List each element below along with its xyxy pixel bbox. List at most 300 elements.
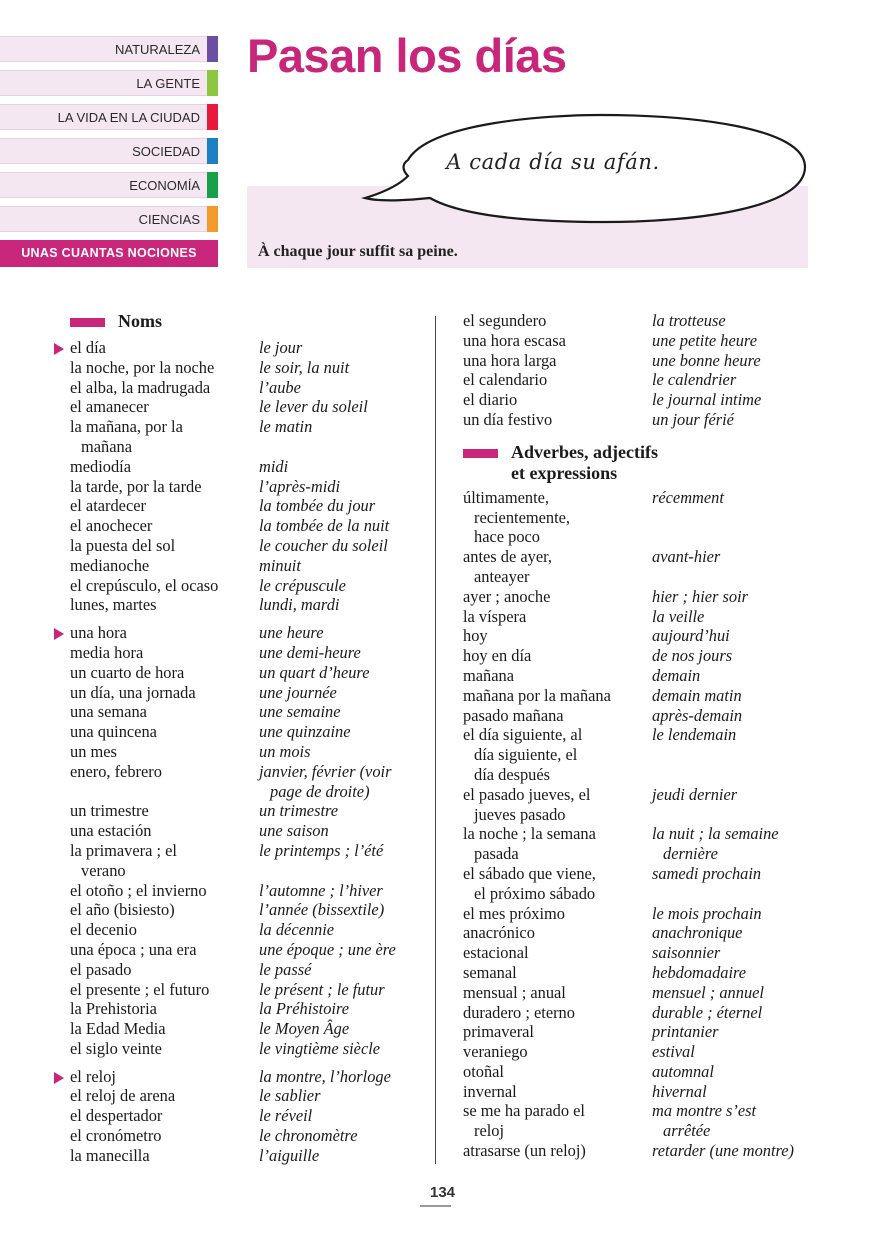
vocab-row: [52, 900, 427, 920]
french-term: [259, 663, 427, 683]
spanish-term-line: el reloj: [70, 1066, 116, 1086]
french-term-line: saisonnier: [652, 943, 721, 963]
french-term-line: le lendemain: [652, 725, 737, 745]
spanish-term-line: antes de ayer,: [463, 547, 552, 567]
noms-list-continued: [463, 311, 873, 430]
french-term: [259, 1106, 427, 1126]
french-term: [652, 963, 873, 983]
spanish-term-line: reloj: [474, 1121, 505, 1141]
spanish-term: [52, 1146, 259, 1166]
spanish-term: [52, 643, 259, 663]
spanish-term-line: el crepúsculo, el ocaso: [70, 575, 219, 595]
spanish-term: [52, 556, 259, 576]
page-title: Pasan los días: [247, 29, 567, 82]
vocab-row: [463, 311, 873, 331]
spanish-term-line: el siglo veinte: [70, 1038, 162, 1058]
spanish-term-line: recientemente,: [474, 507, 571, 527]
french-term: [652, 983, 873, 1003]
spanish-term-line: primaveral: [463, 1022, 534, 1042]
vocab-row: [463, 370, 873, 390]
french-term: [652, 331, 873, 351]
spanish-term-line: hace poco: [474, 527, 540, 547]
tab-sociedad[interactable]: [0, 138, 218, 164]
page-number: 134: [429, 1184, 456, 1201]
french-term-line: une demi-heure: [259, 642, 361, 662]
french-term: [259, 999, 427, 1019]
vocab-row: [463, 587, 873, 607]
spanish-term-line: una estación: [70, 821, 152, 841]
spanish-term: [463, 686, 652, 706]
tab-label: LA GENTE: [136, 76, 200, 91]
french-term-line: la veille: [652, 606, 705, 626]
vocab-row: [52, 623, 427, 643]
right-column: [463, 311, 873, 1161]
spanish-term: [52, 702, 259, 722]
spanish-term: [52, 516, 259, 536]
french-term: [259, 900, 427, 920]
spanish-term: [52, 960, 259, 980]
french-term-line: hebdomadaire: [652, 962, 747, 982]
spanish-term-line: el año (bisiesto): [70, 900, 175, 920]
vocab-row: [463, 785, 873, 825]
vocab-row: [52, 742, 427, 762]
french-term: [652, 864, 873, 904]
spanish-term: [463, 1082, 652, 1102]
spanish-term-line: estacional: [463, 943, 529, 963]
french-term-line: demain matin: [652, 685, 742, 705]
vocab-row: [463, 686, 873, 706]
french-term: [259, 358, 427, 378]
vocab-row: [52, 1086, 427, 1106]
spanish-term-line: atrasarse (un reloj): [463, 1141, 586, 1161]
proverb-french: À chaque jour suffit sa peine.: [258, 243, 458, 260]
vocab-row: [52, 940, 427, 960]
vocab-row: [463, 983, 873, 1003]
french-term-line: une heure: [259, 623, 324, 643]
french-term-line: l’après-midi: [259, 476, 341, 496]
spanish-term-line: lunes, martes: [70, 595, 157, 615]
vocab-row: [463, 547, 873, 587]
spanish-term: [52, 576, 259, 596]
spanish-term-line: anacrónico: [463, 923, 535, 943]
spanish-term: [463, 1141, 652, 1161]
vocab-row: [52, 595, 427, 615]
triangle-marker-icon: [54, 1072, 64, 1084]
spanish-term: [52, 881, 259, 901]
spanish-term-line: un mes: [70, 741, 117, 761]
vocab-row: [463, 1101, 873, 1141]
vocab-row: [52, 1019, 427, 1039]
french-term: [652, 626, 873, 646]
section-heading-adverbs: [463, 442, 873, 484]
spanish-term-line: un trimestre: [70, 801, 149, 821]
left-column: [52, 311, 427, 1166]
spanish-term: [52, 595, 259, 615]
vocab-row: [463, 488, 873, 547]
spanish-term-line: la Edad Media: [70, 1019, 166, 1039]
french-term-line: durable ; éternel: [652, 1002, 763, 1022]
tab-color-bar: [207, 206, 218, 232]
spanish-term-line: mensual ; anual: [463, 982, 566, 1002]
spanish-term-line: la noche, por la noche: [70, 357, 215, 377]
french-term: [259, 821, 427, 841]
tab-color-bar: [207, 104, 218, 130]
spanish-term: [52, 841, 259, 881]
spanish-term-line: una hora: [70, 623, 127, 643]
spanish-term-line: un cuarto de hora: [70, 662, 185, 682]
french-term: [652, 607, 873, 627]
spanish-term: [463, 410, 652, 430]
french-term-line: samedi prochain: [652, 863, 762, 883]
french-term-line: l’aube: [259, 377, 301, 397]
french-term-line: le présent ; le futur: [259, 979, 385, 999]
spanish-term: [52, 1039, 259, 1059]
french-term-line: la nuit ; la semaine: [652, 824, 779, 844]
french-term-line: le journal intime: [652, 390, 762, 410]
french-term: [652, 824, 873, 864]
french-term-line: le réveil: [259, 1106, 313, 1126]
vocab-row: [52, 722, 427, 742]
vocab-row: [463, 390, 873, 410]
spanish-term: [463, 1062, 652, 1082]
spanish-term-line: enero, febrero: [70, 761, 162, 781]
french-term-line: de nos jours: [652, 646, 733, 666]
spanish-term-line: el atardecer: [70, 496, 146, 516]
french-term-line: un mois: [259, 741, 311, 761]
french-term-line: janvier, février (voir: [259, 761, 392, 781]
french-term: [259, 496, 427, 516]
french-term: [259, 477, 427, 497]
spanish-term-line: la víspera: [463, 606, 527, 626]
spanish-term-line: una época ; una era: [70, 939, 197, 959]
french-term: [259, 1126, 427, 1146]
french-term: [259, 1086, 427, 1106]
spanish-term: [52, 742, 259, 762]
tab-ciencias[interactable]: [0, 206, 218, 232]
french-term: [259, 940, 427, 960]
vocab-row: [52, 536, 427, 556]
french-term-line: le crépuscule: [259, 575, 346, 595]
vocab-row: [52, 841, 427, 881]
spanish-term-line: el día: [70, 338, 106, 357]
french-term-line: hivernal: [652, 1081, 707, 1101]
spanish-term-line: mañana: [463, 665, 514, 685]
french-term-line: hier ; hier soir: [652, 586, 749, 606]
french-term-line: minuit: [259, 555, 301, 575]
spanish-term: [463, 963, 652, 983]
french-term: [259, 457, 427, 477]
tab-la-gente[interactable]: [0, 70, 218, 96]
spanish-term: [52, 900, 259, 920]
spanish-term-line: el presente ; el futuro: [70, 979, 210, 999]
french-term: [259, 980, 427, 1000]
spanish-term: [463, 785, 652, 825]
section-tabs: [0, 36, 218, 275]
vocab-row: [463, 1003, 873, 1023]
french-term: [652, 1141, 873, 1161]
french-term-line: récemment: [652, 487, 724, 507]
french-term-line: une saison: [259, 821, 329, 841]
spanish-term-line: un día, una jornada: [70, 682, 196, 702]
french-term: [259, 960, 427, 980]
spanish-term: [463, 706, 652, 726]
spanish-term-line: una hora larga: [463, 350, 557, 370]
french-term-line: page de droite): [270, 781, 370, 801]
spanish-term: [463, 983, 652, 1003]
tab-color-bar: [207, 138, 218, 164]
vocab-row: [463, 706, 873, 726]
spanish-term-line: semanal: [463, 962, 517, 982]
spanish-term: [463, 923, 652, 943]
vocab-row: [52, 702, 427, 722]
spanish-term: [52, 999, 259, 1019]
spanish-term-line: el reloj de arena: [70, 1086, 176, 1106]
french-term-line: l’année (bissextile): [259, 900, 385, 920]
french-term: [259, 722, 427, 742]
tab-label: ECONOMÍA: [129, 178, 200, 193]
french-term: [652, 547, 873, 587]
spanish-term-line: el pasado: [70, 959, 132, 979]
french-term: [259, 742, 427, 762]
tab-label: UNAS CUANTAS NOCIONES: [21, 246, 197, 260]
spanish-term: [52, 1086, 259, 1106]
vocab-row: [463, 824, 873, 864]
french-term: [652, 666, 873, 686]
spanish-term: [52, 980, 259, 1000]
spanish-term: [463, 547, 652, 587]
french-term-line: l’aiguille: [259, 1145, 320, 1165]
vocab-row: [52, 881, 427, 901]
french-term-line: une époque ; une ère: [259, 939, 396, 959]
french-term: [259, 417, 427, 457]
french-term: [259, 1067, 427, 1087]
triangle-marker-icon: [54, 628, 64, 640]
vocab-row: [52, 920, 427, 940]
french-term-line: la montre, l’horloge: [259, 1066, 391, 1086]
french-term-line: après-demain: [652, 705, 743, 725]
vocab-row: [52, 1039, 427, 1059]
vocab-row: [463, 923, 873, 943]
spanish-term: [52, 663, 259, 683]
french-term-line: le lever du soleil: [259, 397, 368, 417]
spanish-term-line: mañana por la mañana: [463, 685, 611, 705]
vocab-row: [52, 1146, 427, 1166]
tab-naturaleza[interactable]: [0, 36, 218, 62]
french-term: [259, 881, 427, 901]
spanish-term-line: el diario: [463, 390, 518, 410]
spanish-term: [52, 378, 259, 398]
french-term-line: automnal: [652, 1061, 714, 1081]
spanish-term-line: jueves pasado: [474, 804, 566, 824]
vocab-row: [52, 1106, 427, 1126]
french-term-line: la décennie: [259, 920, 335, 940]
french-term: [652, 785, 873, 825]
vocab-row: [52, 960, 427, 980]
french-term-line: aujourd’hui: [652, 626, 730, 646]
spanish-term-line: la puesta del sol: [70, 535, 176, 555]
french-term: [259, 683, 427, 703]
spanish-term: [52, 821, 259, 841]
tab-unas-cuantas-nociones[interactable]: [0, 240, 218, 267]
vocab-row: [463, 943, 873, 963]
spanish-term: [52, 683, 259, 703]
french-term-line: le matin: [259, 417, 313, 437]
french-term-line: le passé: [259, 959, 312, 979]
vocab-row: [52, 556, 427, 576]
tab-color-bar: [207, 172, 218, 198]
spanish-term-line: la noche ; la semana: [463, 824, 596, 844]
french-term: [652, 370, 873, 390]
spanish-term-line: se me ha parado el: [463, 1101, 585, 1121]
section-heading-noms: [52, 311, 427, 332]
vocab-row: [52, 762, 427, 802]
french-term-line: printanier: [652, 1022, 719, 1042]
vocab-row: [52, 496, 427, 516]
tab-economía[interactable]: [0, 172, 218, 198]
spanish-term: [463, 725, 652, 784]
french-term: [259, 595, 427, 615]
spanish-term: [52, 536, 259, 556]
french-term: [259, 801, 427, 821]
french-term-line: le coucher du soleil: [259, 535, 388, 555]
tab-la-vida-en-la-ciudad[interactable]: [0, 104, 218, 130]
vocab-row: [463, 646, 873, 666]
french-term-line: lundi, mardi: [259, 595, 340, 615]
spanish-term-line: una quincena: [70, 722, 157, 742]
spanish-term-line: invernal: [463, 1081, 517, 1101]
spanish-term-line: el calendario: [463, 370, 548, 390]
french-term: [652, 587, 873, 607]
french-term: [259, 920, 427, 940]
french-term-line: un quart d’heure: [259, 662, 370, 682]
french-term: [652, 706, 873, 726]
vocab-row: [52, 643, 427, 663]
column-divider: [435, 316, 436, 1164]
french-term: [652, 390, 873, 410]
french-term: [652, 904, 873, 924]
noms-list: [52, 338, 427, 1166]
spanish-term-line: el alba, la madrugada: [70, 377, 211, 397]
french-term: [259, 702, 427, 722]
spanish-term: [463, 1101, 652, 1141]
vocab-row: [52, 378, 427, 398]
french-term-line: une journée: [259, 682, 337, 702]
page-number-underline: [420, 1205, 451, 1207]
spanish-term: [463, 666, 652, 686]
french-term-line: une bonne heure: [652, 350, 761, 370]
spanish-term-line: veraniego: [463, 1042, 528, 1062]
vocab-row: [52, 576, 427, 596]
spanish-term-line: duradero ; eterno: [463, 1002, 575, 1022]
french-term: [652, 1003, 873, 1023]
spanish-term: [52, 920, 259, 940]
vocab-row: [463, 864, 873, 904]
vocab-row: [52, 801, 427, 821]
french-term-line: ma montre s’est: [652, 1101, 757, 1121]
vocab-row: [463, 666, 873, 686]
spanish-term: [52, 477, 259, 497]
french-term-line: une petite heure: [652, 330, 757, 350]
spanish-term-line: el sábado que viene,: [463, 863, 596, 883]
spanish-term: [463, 311, 652, 331]
spanish-term-line: la primavera ; el: [70, 840, 177, 860]
vocab-row: [463, 1062, 873, 1082]
vocab-row: [52, 1067, 427, 1087]
spanish-term-line: la tarde, por la tarde: [70, 476, 202, 496]
french-term: [652, 943, 873, 963]
spanish-term-line: la mañana, por la: [70, 417, 183, 437]
heading-line-1: Adverbes, adjectifs: [511, 441, 658, 462]
vocab-row: [52, 821, 427, 841]
french-term: [652, 1082, 873, 1102]
vocab-row: [463, 1022, 873, 1042]
vocab-row: [52, 397, 427, 417]
spanish-term-line: el pasado jueves, el: [463, 784, 591, 804]
french-term-line: le soir, la nuit: [259, 357, 350, 377]
spanish-term: [52, 358, 259, 378]
french-term: [259, 516, 427, 536]
spanish-term: [52, 338, 259, 358]
spanish-term-line: el día siguiente, al: [463, 725, 583, 745]
french-term-line: un jour férié: [652, 409, 734, 429]
vocab-row: [463, 1042, 873, 1062]
spanish-term: [52, 1126, 259, 1146]
french-term: [652, 311, 873, 331]
french-term: [259, 338, 427, 358]
spanish-term-line: la manecilla: [70, 1145, 150, 1165]
triangle-marker-icon: [54, 343, 64, 355]
spanish-term: [52, 1106, 259, 1126]
french-term-line: le Moyen Âge: [259, 1019, 350, 1039]
spanish-term-line: verano: [81, 860, 126, 880]
spanish-term-line: día siguiente, el: [474, 745, 578, 765]
spanish-term-line: hoy en día: [463, 646, 532, 666]
spanish-term-line: una semana: [70, 702, 147, 722]
french-term: [259, 1146, 427, 1166]
french-term: [259, 378, 427, 398]
french-term: [652, 686, 873, 706]
spanish-term: [52, 1019, 259, 1039]
tab-label: LA VIDA EN LA CIUDAD: [57, 110, 200, 125]
vocab-row: [52, 516, 427, 536]
vocab-row: [463, 331, 873, 351]
french-term-line: arrêtée: [663, 1121, 711, 1141]
spanish-term: [463, 607, 652, 627]
spanish-term: [463, 1042, 652, 1062]
spanish-term-line: otoñal: [463, 1061, 504, 1081]
french-term-line: dernière: [663, 844, 718, 864]
french-term-line: la trotteuse: [652, 311, 726, 330]
french-term-line: anachronique: [652, 923, 743, 943]
french-term-line: le jour: [259, 338, 303, 357]
spanish-term: [52, 940, 259, 960]
spanish-term: [52, 1067, 259, 1087]
spanish-term: [463, 943, 652, 963]
vocab-row: [52, 338, 427, 358]
vocab-row: [463, 904, 873, 924]
french-term: [259, 643, 427, 663]
spanish-term-line: ayer ; anoche: [463, 586, 551, 606]
spanish-term: [463, 904, 652, 924]
vocab-row: [463, 963, 873, 983]
spanish-term-line: medianoche: [70, 555, 150, 575]
spanish-term: [52, 417, 259, 457]
french-term-line: jeudi dernier: [652, 784, 738, 804]
french-term-line: la tombée de la nuit: [259, 516, 390, 536]
french-term-line: estival: [652, 1042, 695, 1062]
spanish-term-line: mañana: [81, 436, 132, 456]
heading-line-2: et expressions: [511, 462, 618, 483]
